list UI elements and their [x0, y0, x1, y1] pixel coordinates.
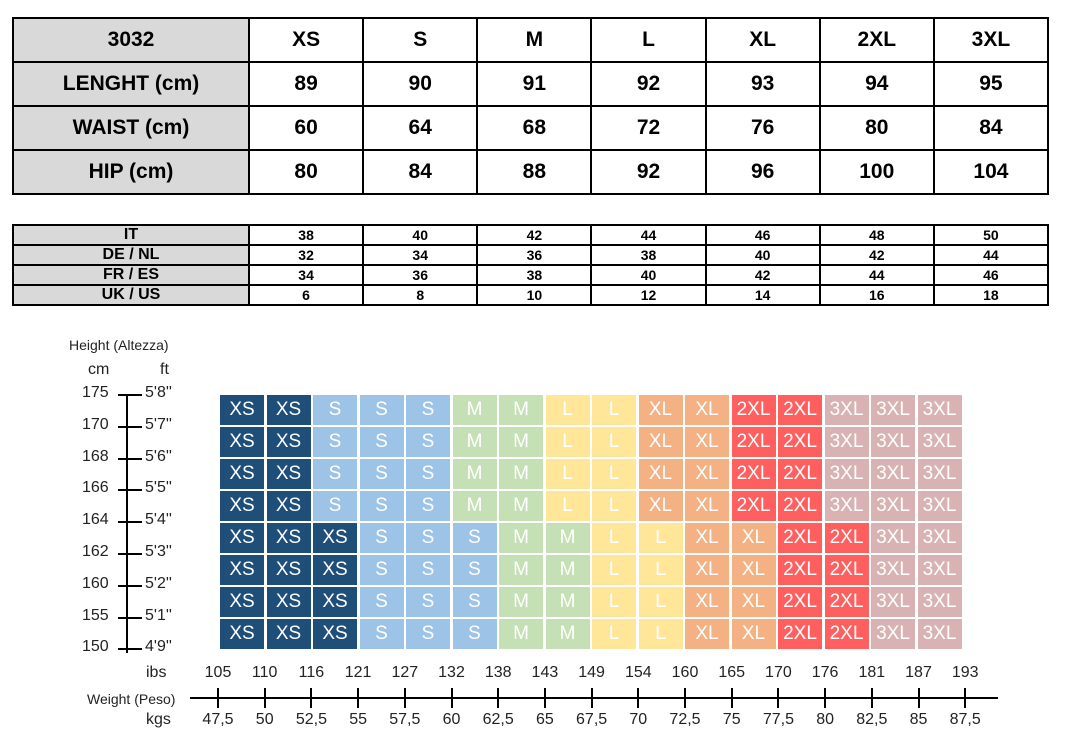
size-cell: XS: [220, 619, 264, 649]
height-tick: [118, 394, 142, 396]
kgs-label: 60: [442, 711, 461, 728]
height-cm-label: 160: [82, 574, 109, 592]
size-cell: XL: [732, 555, 776, 585]
cell-value: 40: [706, 245, 820, 265]
size-cell: XS: [267, 619, 311, 649]
size-cell: 2XL: [825, 587, 869, 617]
cell-value: 88: [477, 150, 591, 194]
size-cell: S: [313, 395, 357, 425]
height-cm-label: 168: [82, 447, 109, 465]
lbs-label: 138: [484, 664, 512, 681]
size-cell: 2XL: [778, 427, 822, 457]
size-cell: S: [406, 587, 450, 617]
size-cell: 3XL: [871, 555, 915, 585]
cell-value: 14: [706, 285, 820, 305]
height-axis-title: Height (Altezza): [69, 337, 169, 353]
weight-tick: [918, 688, 920, 708]
cell-value: 36: [477, 245, 591, 265]
size-cell: 2XL: [778, 555, 822, 585]
size-cell: XS: [220, 395, 264, 425]
lbs-label: 121: [344, 664, 372, 681]
cell-value: 95: [934, 62, 1048, 106]
kgs-unit-label: kgs: [146, 711, 171, 728]
size-cell: L: [592, 427, 636, 457]
size-cell: L: [639, 555, 683, 585]
height-ft-label: 5'2'': [145, 574, 172, 592]
size-cell: 3XL: [871, 459, 915, 489]
size-cell: 2XL: [825, 555, 869, 585]
lbs-label: 110: [251, 664, 278, 681]
cell-value: 44: [820, 265, 934, 285]
size-cell: M: [499, 587, 543, 617]
kgs-label: 72,5: [669, 711, 701, 728]
size-cell: S: [313, 427, 357, 457]
kgs-label: 57,5: [389, 711, 421, 728]
height-tick: [118, 521, 142, 523]
height-cm-label: 155: [82, 606, 109, 624]
size-cell: 3XL: [825, 459, 869, 489]
size-cell: S: [313, 459, 357, 489]
size-cell: L: [546, 427, 590, 457]
size-cell: S: [406, 523, 450, 553]
cell-value: 92: [591, 150, 705, 194]
cell-value: 32: [249, 245, 363, 265]
size-cell: M: [499, 523, 543, 553]
height-cm-label: 166: [82, 479, 109, 497]
size-cell: XL: [685, 395, 729, 425]
measurement-table: [12, 17, 1049, 195]
height-tick: [118, 648, 142, 650]
height-cm-label: 170: [82, 415, 109, 433]
size-cell: 2XL: [778, 395, 822, 425]
row-label: IT: [13, 225, 249, 245]
size-cell: S: [360, 619, 404, 649]
kgs-label: 77,5: [762, 711, 794, 728]
cell-value: 50: [934, 225, 1048, 245]
cell-value: 6: [249, 285, 363, 305]
lbs-label: 154: [624, 664, 652, 681]
size-cell: 3XL: [918, 523, 962, 553]
length-row: [13, 62, 1048, 106]
cell-value: 34: [249, 265, 363, 285]
it-row: [13, 225, 1048, 245]
height-tick: [118, 426, 142, 428]
size-header-3xl: 3XL: [934, 18, 1048, 62]
cell-value: 34: [363, 245, 477, 265]
size-cell: 2XL: [732, 459, 776, 489]
waist-row: [13, 106, 1048, 150]
height-ft-label: 4'9'': [145, 638, 172, 656]
cell-value: 12: [591, 285, 705, 305]
height-tick: [118, 585, 142, 587]
size-cell: XL: [685, 491, 729, 521]
size-cell: 3XL: [918, 395, 962, 425]
kgs-label: 82,5: [856, 711, 888, 728]
size-cell: XS: [220, 459, 264, 489]
size-header-xs: XS: [249, 18, 363, 62]
cell-value: 94: [820, 62, 934, 106]
size-cell: 3XL: [918, 587, 962, 617]
height-ft-label: 5'5'': [145, 479, 172, 497]
cell-value: 72: [591, 106, 705, 150]
cell-value: 64: [363, 106, 477, 150]
size-cell: XL: [639, 459, 683, 489]
size-cell: M: [499, 619, 543, 649]
size-cell: 2XL: [825, 619, 869, 649]
size-cell: XS: [220, 555, 264, 585]
height-cm-label: 175: [82, 384, 109, 401]
size-cell: M: [453, 459, 497, 489]
cell-value: 40: [591, 265, 705, 285]
kgs-label: 80: [816, 711, 834, 728]
size-cell: XL: [639, 395, 683, 425]
size-cell: XL: [732, 587, 776, 617]
size-cell: XL: [685, 619, 729, 649]
cell-value: 68: [477, 106, 591, 150]
kgs-label: 87,5: [949, 711, 981, 728]
size-cell: S: [406, 491, 450, 521]
size-cell: XS: [267, 459, 311, 489]
size-cell: XS: [313, 523, 357, 553]
cell-value: 44: [934, 245, 1048, 265]
weight-tick: [357, 688, 359, 708]
kgs-label: 67,5: [576, 711, 608, 728]
lbs-label: 187: [905, 664, 932, 681]
size-cell: S: [406, 427, 450, 457]
weight-tick: [264, 688, 266, 708]
size-cell: M: [499, 491, 543, 521]
cell-value: 48: [820, 225, 934, 245]
size-cell: XS: [220, 587, 264, 617]
lbs-label: 127: [391, 664, 419, 681]
size-cell: XL: [639, 491, 683, 521]
hip-row: [13, 150, 1048, 194]
size-cell: L: [592, 555, 636, 585]
height-ft-label: 5'3'': [145, 543, 172, 560]
lbs-label: 165: [718, 664, 746, 681]
weight-tick: [591, 688, 593, 708]
cell-value: 93: [706, 62, 820, 106]
size-cell: S: [453, 523, 497, 553]
kgs-label: 50: [255, 711, 274, 728]
size-header-m: M: [477, 18, 591, 62]
size-cell: S: [453, 619, 497, 649]
cell-value: 90: [363, 62, 477, 106]
weight-tick: [544, 688, 546, 708]
kgs-label: 70: [629, 711, 648, 728]
kgs-label: 47,5: [202, 711, 234, 728]
size-cell: S: [406, 555, 450, 585]
size-cell: M: [453, 427, 497, 457]
lbs-label: 193: [951, 664, 979, 681]
size-cell: L: [592, 619, 636, 649]
cell-value: 46: [934, 265, 1048, 285]
size-cell: XL: [685, 523, 729, 553]
height-tick: [118, 489, 142, 491]
size-cell: 2XL: [825, 523, 869, 553]
height-axis-line: [126, 395, 128, 653]
size-cell: XS: [267, 395, 311, 425]
size-cell: M: [546, 523, 590, 553]
cell-value: 84: [363, 150, 477, 194]
size-header-2xl: 2XL: [820, 18, 934, 62]
size-cell: 2XL: [732, 395, 776, 425]
size-cell: XS: [313, 587, 357, 617]
size-cell: S: [406, 459, 450, 489]
height-tick: [118, 458, 142, 460]
lbs-label: 149: [578, 664, 605, 681]
size-cell: L: [592, 587, 636, 617]
size-cell: 3XL: [918, 555, 962, 585]
size-cell: S: [406, 395, 450, 425]
cell-value: 80: [249, 150, 363, 194]
size-cell: 3XL: [871, 619, 915, 649]
weight-tick: [451, 688, 453, 708]
size-cell: XS: [267, 523, 311, 553]
weight-tick: [310, 688, 312, 708]
kgs-label: 85: [909, 711, 928, 728]
lbs-unit-label: ibs: [146, 664, 167, 681]
size-cell: M: [499, 427, 543, 457]
size-cell: S: [360, 395, 404, 425]
size-cell: M: [453, 491, 497, 521]
size-cell: S: [360, 491, 404, 521]
size-cell: M: [499, 555, 543, 585]
size-cell: S: [360, 587, 404, 617]
row-label: WAIST (cm): [13, 106, 249, 150]
size-cell: S: [360, 427, 404, 457]
size-cell: XL: [639, 427, 683, 457]
cell-value: 96: [706, 150, 820, 194]
size-cell: 2XL: [778, 459, 822, 489]
size-cell: XS: [313, 555, 357, 585]
cell-value: 104: [934, 150, 1048, 194]
size-cell: 2XL: [778, 491, 822, 521]
weight-axis-title: Weight (Peso): [87, 691, 176, 707]
height-cm-label: 150: [82, 638, 109, 656]
size-cell: M: [546, 619, 590, 649]
cell-value: 92: [591, 62, 705, 106]
size-cell: L: [592, 491, 636, 521]
uk-us-row: [13, 285, 1048, 305]
row-label: FR / ES: [13, 265, 249, 285]
size-cell: XL: [732, 523, 776, 553]
size-cell: XS: [267, 491, 311, 521]
height-ft-label: 5'8'': [145, 384, 172, 401]
height-tick: [118, 553, 142, 555]
size-cell: XS: [267, 587, 311, 617]
ft-unit-label: ft: [160, 361, 169, 378]
size-cell: S: [453, 555, 497, 585]
cell-value: 76: [706, 106, 820, 150]
lbs-label: 181: [858, 664, 886, 681]
cell-value: 91: [477, 62, 591, 106]
size-cell: 3XL: [918, 427, 962, 457]
size-cell: S: [360, 459, 404, 489]
kgs-label: 52,5: [295, 711, 327, 728]
cell-value: 44: [591, 225, 705, 245]
size-cell: 2XL: [732, 491, 776, 521]
lbs-label: 116: [298, 664, 325, 681]
model-code: 3032: [13, 18, 249, 62]
size-cell: XL: [685, 587, 729, 617]
size-cell: L: [639, 587, 683, 617]
row-label: UK / US: [13, 285, 249, 305]
size-cell: 3XL: [825, 427, 869, 457]
kgs-label: 75: [722, 711, 741, 728]
weight-tick: [871, 688, 873, 708]
size-cell: S: [453, 587, 497, 617]
size-header-s: S: [363, 18, 477, 62]
cell-value: 18: [934, 285, 1048, 305]
kgs-label: 62,5: [482, 711, 514, 728]
size-cell: XL: [685, 459, 729, 489]
cell-value: 40: [363, 225, 477, 245]
size-header-l: L: [591, 18, 705, 62]
size-cell: 3XL: [871, 523, 915, 553]
size-cell: L: [639, 619, 683, 649]
size-cell: S: [360, 555, 404, 585]
cell-value: 46: [706, 225, 820, 245]
height-cm-label: 162: [82, 543, 109, 560]
weight-tick: [964, 688, 966, 708]
size-cell: 3XL: [871, 587, 915, 617]
size-cell: L: [592, 459, 636, 489]
size-cell: XS: [267, 555, 311, 585]
row-label: LENGHT (cm): [13, 62, 249, 106]
kgs-label: 65: [535, 711, 554, 728]
size-conversion-table: [12, 224, 1049, 306]
size-cell: XS: [220, 523, 264, 553]
weight-tick: [217, 688, 219, 708]
weight-tick: [824, 688, 826, 708]
size-cell: L: [546, 459, 590, 489]
cell-value: 60: [249, 106, 363, 150]
size-cell: L: [592, 523, 636, 553]
height-tick: [118, 617, 142, 619]
size-cell: L: [546, 395, 590, 425]
row-label: DE / NL: [13, 245, 249, 265]
cell-value: 80: [820, 106, 934, 150]
weight-tick: [637, 688, 639, 708]
size-cell: S: [313, 491, 357, 521]
size-cell: 2XL: [778, 523, 822, 553]
size-cell: 2XL: [778, 619, 822, 649]
size-cell: XS: [220, 427, 264, 457]
height-ft-label: 5'6'': [145, 447, 172, 465]
size-cell: XS: [313, 619, 357, 649]
lbs-label: 143: [531, 664, 559, 681]
weight-tick: [684, 688, 686, 708]
weight-tick: [777, 688, 779, 708]
size-cell: M: [546, 555, 590, 585]
size-cell: XS: [267, 427, 311, 457]
size-cell: M: [453, 395, 497, 425]
cell-value: 84: [934, 106, 1048, 150]
size-cell: M: [499, 459, 543, 489]
size-cell: S: [360, 523, 404, 553]
lbs-label: 105: [204, 664, 232, 681]
cell-value: 89: [249, 62, 363, 106]
size-cell: XS: [220, 491, 264, 521]
size-cell: L: [546, 491, 590, 521]
size-cell: 2XL: [778, 587, 822, 617]
size-cell: XL: [685, 427, 729, 457]
lbs-label: 160: [671, 664, 699, 681]
kgs-label: 55: [349, 711, 367, 728]
size-cell: L: [639, 523, 683, 553]
height-cm-label: 164: [82, 511, 109, 529]
cm-unit-label: cm: [88, 361, 110, 378]
row-label: HIP (cm): [13, 150, 249, 194]
cell-value: 38: [477, 265, 591, 285]
weight-tick: [404, 688, 406, 708]
lbs-label: 176: [811, 664, 839, 681]
cell-value: 38: [591, 245, 705, 265]
size-cell: 3XL: [871, 491, 915, 521]
size-cell: M: [546, 587, 590, 617]
size-cell: 3XL: [825, 395, 869, 425]
cell-value: 8: [363, 285, 477, 305]
cell-value: 36: [363, 265, 477, 285]
size-cell: 2XL: [732, 427, 776, 457]
size-header-xl: XL: [706, 18, 820, 62]
cell-value: 100: [820, 150, 934, 194]
de-nl-row: [13, 245, 1048, 265]
size-cell: 3XL: [918, 459, 962, 489]
cell-value: 16: [820, 285, 934, 305]
cell-value: 38: [249, 225, 363, 245]
meas-header-row: [13, 18, 1048, 62]
cell-value: 42: [820, 245, 934, 265]
size-cell: L: [592, 395, 636, 425]
height-ft-label: 5'1'': [145, 606, 172, 624]
size-cell: 3XL: [825, 491, 869, 521]
cell-value: 10: [477, 285, 591, 305]
size-cell: XL: [732, 619, 776, 649]
height-ft-label: 5'4'': [145, 511, 172, 529]
size-cell: XL: [685, 555, 729, 585]
size-cell: 3XL: [918, 491, 962, 521]
lbs-label: 170: [765, 664, 792, 681]
weight-tick: [731, 688, 733, 708]
fr-es-row: [13, 265, 1048, 285]
lbs-label: 132: [438, 664, 465, 681]
size-cell: 3XL: [871, 427, 915, 457]
weight-tick: [497, 688, 499, 708]
cell-value: 42: [706, 265, 820, 285]
size-cell: 3XL: [918, 619, 962, 649]
height-ft-label: 5'7'': [145, 415, 172, 433]
cell-value: 42: [477, 225, 591, 245]
size-cell: 3XL: [871, 395, 915, 425]
size-cell: M: [499, 395, 543, 425]
size-cell: S: [406, 619, 450, 649]
